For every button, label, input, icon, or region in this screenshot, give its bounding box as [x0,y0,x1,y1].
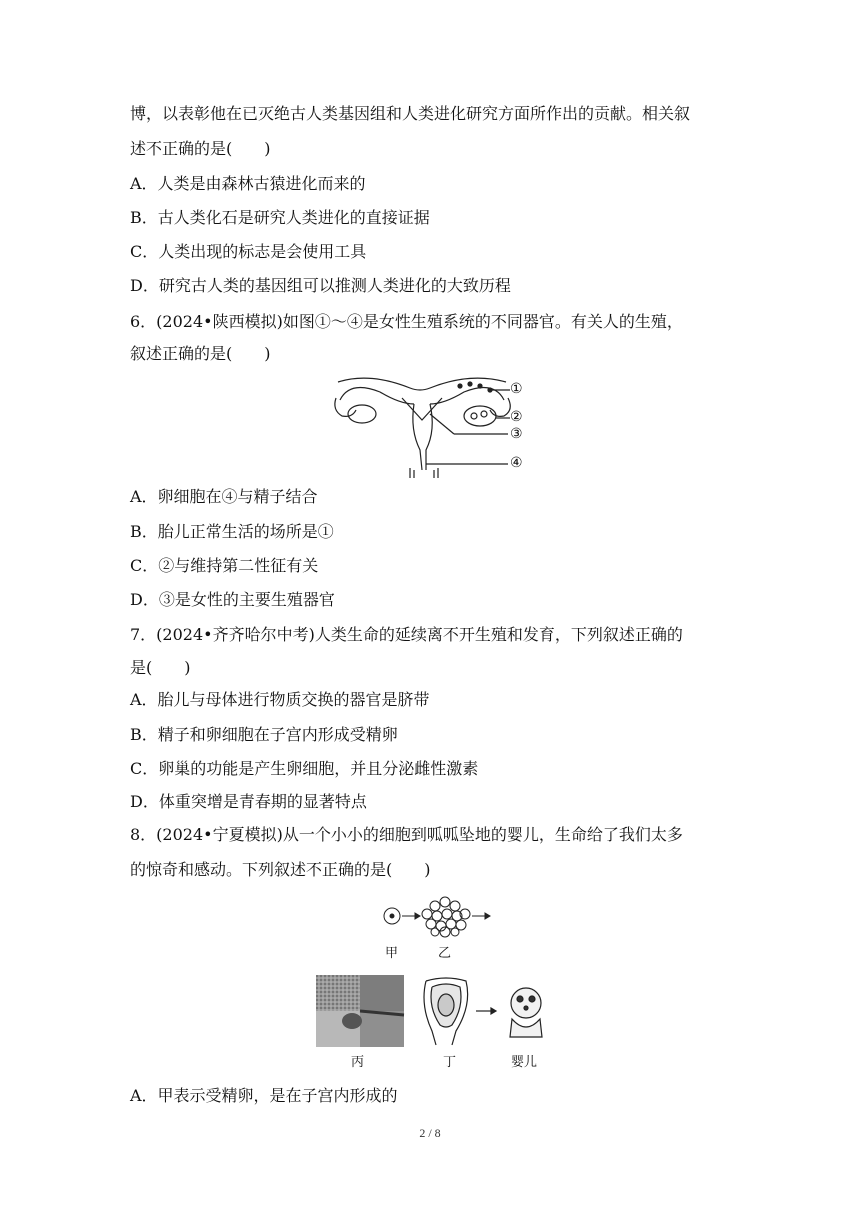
zygote-cells-figure [375,894,495,944]
text-line-2: 述不正确的是( ) [130,139,271,158]
option-7a: A．胎儿与母体进行物质交换的器官是脐带 [130,690,430,709]
option-7b: B．精子和卵细胞在子宫内形成受精卵 [130,725,398,744]
option-6a: A．卵细胞在④与精子结合 [130,487,318,506]
option-5c: C．人类出现的标志是会使用工具 [130,242,367,261]
option-8a: A．甲表示受精卵，是在子宫内形成的 [130,1086,398,1105]
option-5d: D．研究古人类的基因组可以推测人类进化的大致历程 [130,276,511,295]
question-8-stem-cont: 的惊奇和感动。下列叙述不正确的是( ) [130,860,431,879]
option-5b: B．古人类化石是研究人类进化的直接证据 [130,208,430,227]
option-6b: B．胎儿正常生活的场所是① [130,522,334,541]
label-bing: 丙 [351,1055,365,1070]
option-7c: C．卵巢的功能是产生卵细胞，并且分泌雌性激素 [130,759,479,778]
question-7-stem-cont: 是( ) [130,658,191,677]
page-number: 2 / 8 [419,1126,441,1140]
label-ding: 丁 [443,1055,457,1070]
option-7d: D．体重突增是青春期的显著特点 [130,792,367,811]
option-6d: D．③是女性的主要生殖器官 [130,590,335,609]
text-line-1: 博，以表彰他在已灭绝古人类基因组和人类进化研究方面所作出的贡献。相关叙 [130,104,691,123]
development-figure [316,975,556,1047]
label-yi: 乙 [438,946,452,961]
question-6-stem: 6．(2024•陕西模拟)如图①～④是女性生殖系统的不同器官。有关人的生殖， [130,312,683,331]
question-6-stem-cont: 叙述正确的是( ) [130,344,271,363]
figure1-label-3: ③ [510,426,523,442]
figure1-label-2: ② [510,409,523,425]
option-6c: C．②与维持第二性征有关 [130,556,319,575]
reproductive-system-figure [330,370,540,480]
figure1-label-1: ① [510,381,523,397]
option-5a: A．人类是由森林古猿进化而来的 [130,174,366,193]
figure1-label-4: ④ [510,455,523,471]
label-jia: 甲 [385,946,399,961]
label-baby: 婴儿 [511,1055,538,1070]
question-7-stem: 7．(2024•齐齐哈尔中考)人类生命的延续离不开生殖和发育，下列叙述正确的 [130,625,683,644]
question-8-stem: 8．(2024•宁夏模拟)从一个小小的细胞到呱呱坠地的婴儿，生命给了我们太多 [130,825,683,844]
